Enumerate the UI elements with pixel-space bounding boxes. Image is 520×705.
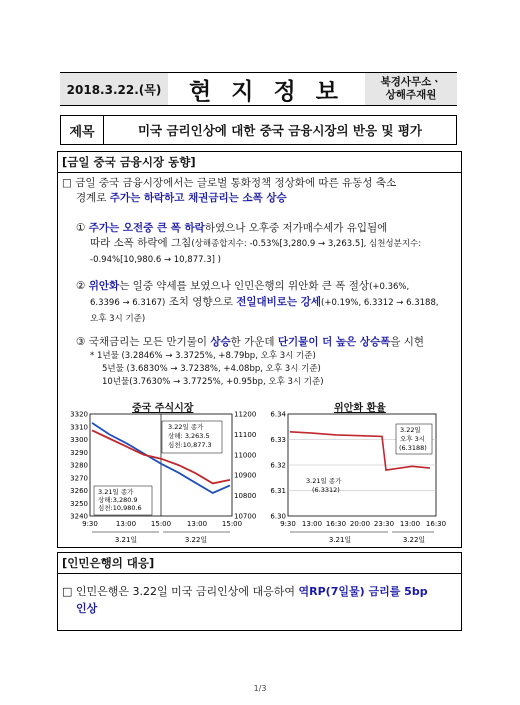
fx-date-322: 3.22일: [402, 536, 426, 544]
fx-y-tick: 6.32: [270, 461, 286, 470]
item-1: [76, 221, 421, 268]
fx-x-tick: 16:30: [425, 520, 447, 528]
yuan-fx-chart: [262, 410, 452, 545]
item2-highlight-2: 전일대비로는 강세: [236, 296, 322, 308]
item2-line1-tail: (+0.36%,: [369, 282, 410, 292]
fx-callout-322-l3: (6.3188): [399, 444, 427, 452]
stock-yleft-tick: 3250: [70, 499, 88, 508]
intro-line-2a: 경계로: [76, 192, 110, 204]
section2-heading: [인민은행의 대응]: [58, 553, 461, 574]
pboc-line1a: □ 인민은행은 3.22일 미국 금리인상에 대응하여: [62, 585, 299, 598]
stock-x-tick: 13:00: [186, 520, 208, 528]
stock-yleft-tick: 3260: [70, 487, 88, 495]
report-date: 2018.3.22.(목): [60, 73, 168, 105]
intro-paragraph: [62, 176, 396, 206]
item3-bond-1y: * 1년물 (3.2846% → 3.3725%, +8.79bp, 오후 3시 기준): [90, 351, 316, 361]
item3-bond-5y: 5년물 (3.6830% → 3.7238%, +4.08bp, 오후 3시 기준): [102, 364, 321, 374]
item1-line2a: 따라 소폭 하락에 그침: [90, 237, 192, 249]
item1-line3: -0.94%[10,980.6 → 10,877.3] ): [90, 255, 221, 265]
stock-callout-321-l3: 심천:10,980.6: [98, 504, 142, 512]
pboc-paragraph: [62, 583, 428, 617]
fx-callout-321-l2: (6.3312): [312, 486, 340, 494]
stock-yright-tick: 11200: [234, 410, 257, 419]
stock-callout-322-l1: 3.22일 종가: [168, 423, 204, 431]
stock-yleft-tick: 3300: [70, 436, 88, 444]
fx-y-tick: 6.30: [270, 512, 286, 521]
stock-yleft-tick: 3240: [70, 512, 88, 521]
fx-x-tick: 13:00: [399, 520, 421, 528]
item3-line1b: 한 가운데: [230, 336, 278, 348]
section1-heading: [금일 중국 금융시장 동향]: [58, 152, 461, 173]
report-header: [60, 72, 457, 106]
item1-num: ①: [76, 222, 89, 234]
fx-x-tick: 13:00: [301, 520, 323, 528]
stock-yleft-tick: 3320: [70, 410, 88, 419]
fx-y-tick: 6.31: [270, 487, 286, 495]
fx-callout-322-l2: 오후 3시: [400, 435, 426, 443]
item3-line1a: ③ 국채금리는 모든 만기물이: [76, 336, 211, 348]
report-title: 현 지 정 보: [189, 78, 344, 105]
item2-line2b: 조치 영향으로: [165, 296, 237, 308]
subject-text: 미국 금리인상에 대한 중국 금융시장의 반응 및 평가: [137, 123, 423, 138]
item2-num: ②: [76, 280, 89, 292]
fx-date-321: 3.21일: [328, 536, 352, 544]
item1-line2b: (상해종합지수: -0.53%[3,280.9 → 3,263.5], 심천성분지수:: [191, 239, 422, 249]
stock-callout-322-l2: 상해: 3,263.5: [168, 432, 210, 440]
fx-chart-title: 위안화 환율: [334, 403, 386, 414]
stock-callout-322-l3: 심천:10,877.3: [168, 441, 212, 449]
item3-bond-10y: 10년물(3.7630% → 3.7725%, +0.95bp, 오후 3시 기준): [102, 377, 324, 387]
item1-line1-rest: 하였으나 오후중 저가매수세가 유입됨에: [204, 222, 388, 234]
item2-line3: 오후 3시 기준): [90, 314, 146, 324]
stock-yright-tick: 10800: [234, 492, 257, 501]
org-line-1: 북경사무소ㆍ: [380, 76, 442, 88]
stock-callout-321-l2: 상해:3,280.9: [98, 496, 138, 504]
intro-line-1: □ 금일 중국 금융시장에서는 글로벌 통화정책 정상화에 따른 유동성 축소: [62, 177, 397, 189]
item3-highlight-1: 상승: [210, 336, 231, 348]
stock-yleft-tick: 3270: [70, 474, 88, 483]
fx-callout-322-l1: 3.22일: [400, 426, 421, 434]
stock-yleft-tick: 3280: [70, 461, 88, 470]
stock-date-321: 3.21일: [114, 536, 138, 544]
fx-y-tick: 6.34: [270, 410, 286, 419]
fx-x-tick: 9:30: [280, 520, 296, 528]
subject-bar: [60, 115, 457, 145]
fx-y-tick: 6.33: [270, 436, 286, 444]
item2-line2a: 6.3396 → 6.3167): [90, 298, 166, 308]
report-org: [365, 73, 457, 105]
stock-callout-321-l1: 3.21일 종가: [98, 488, 134, 496]
fx-x-tick: 23:30: [373, 520, 395, 528]
fx-x-tick: 20:00: [349, 520, 371, 528]
stock-chart-title: 중국 주식시장: [132, 403, 194, 414]
stock-date-322: 3.22일: [184, 536, 208, 544]
stock-x-tick: 15:00: [221, 520, 243, 528]
stock-yright-tick: 10900: [234, 471, 257, 480]
item2-line2c: (+0.19%, 6.3312 → 6.3188,: [321, 298, 439, 308]
stock-x-tick: 15:00: [150, 520, 172, 528]
stock-yright-tick: 11100: [234, 430, 257, 439]
stock-yleft-tick: 3290: [70, 448, 88, 457]
item-3: [76, 335, 424, 389]
item-2: [76, 279, 439, 327]
pboc-line2: 인상: [76, 602, 98, 615]
stock-yleft-tick: 3310: [70, 423, 88, 432]
intro-line-2b: 주가는 하락하고 채권금리는 소폭 상승: [109, 192, 287, 204]
stock-yright-tick: 10700: [234, 512, 257, 521]
page-number: 1/3: [253, 684, 267, 693]
stock-x-tick: 13:00: [115, 520, 137, 528]
item1-highlight: 주가는 오전중 큰 폭 하락: [88, 222, 205, 234]
stock-x-tick: 9:30: [82, 520, 98, 528]
fx-x-tick: 16:30: [325, 520, 347, 528]
item2-highlight: 위안화: [88, 280, 120, 292]
fx-callout-321-l1: 3.21일 종가: [306, 477, 342, 485]
subject-label: 제목: [61, 116, 104, 144]
stock-yright-tick: 11000: [234, 451, 257, 460]
stock-market-chart: [60, 410, 270, 545]
item3-highlight-2: 단기물이 더 높은 상승폭: [277, 336, 391, 348]
item2-line1-rest: 는 일중 약세를 보였으나 인민은행의 위안화 큰 폭 절상: [119, 280, 370, 292]
item3-line1c: 을 시현: [390, 336, 425, 348]
pboc-highlight: 역RP(7일물) 금리를 5bp: [298, 585, 428, 598]
org-line-2: 상해주재원: [385, 89, 437, 101]
